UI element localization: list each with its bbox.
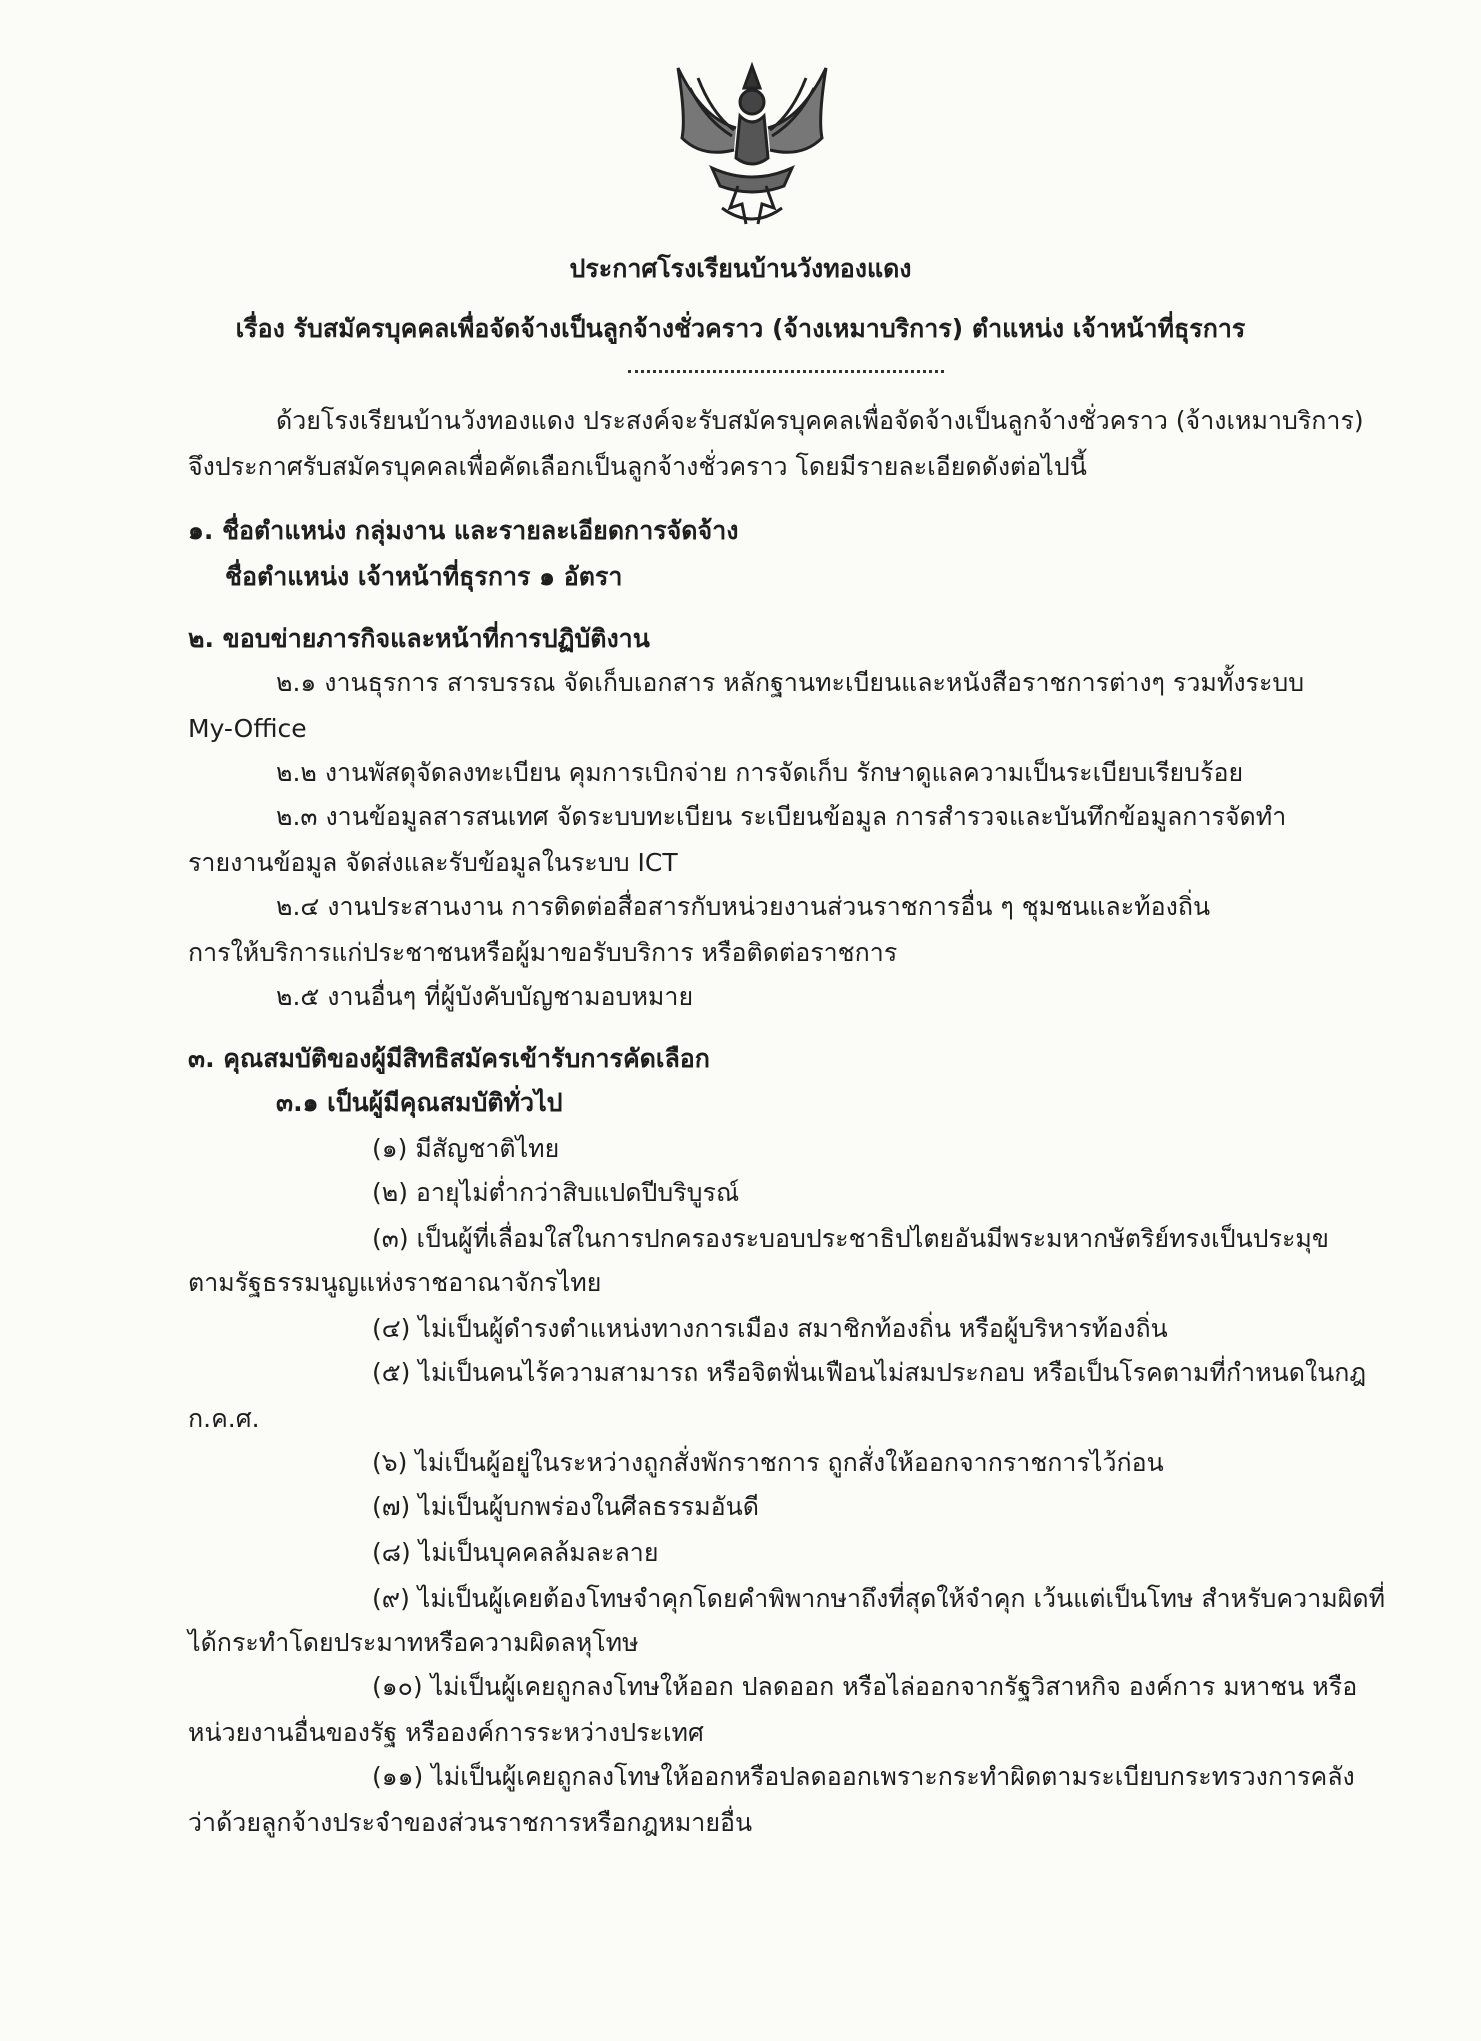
- document-subject: เรื่อง รับสมัครบุคคลเพื่อจัดจ้างเป็นลูกจ้างชั่วคราว (จ้างเหมาบริการ) ตำแหน่ง เจ้าหน้าที่ธุรการ: [235, 314, 1246, 343]
- section-2-heading: ๒. ขอบข่ายภารกิจและหน้าที่การปฏิบัติงาน: [188, 624, 650, 653]
- section-2-item-4: ๒.๔ งานประสานงาน การติดต่อสื่อสารกับหน่วยงานส่วนราชการอื่น ๆ ชุมชนและท้องถิ่น: [276, 892, 1211, 921]
- qualification-2: (๒) อายุไม่ต่ำกว่าสิบแปดปีบริบูรณ์: [372, 1178, 740, 1207]
- qualification-4: (๔) ไม่เป็นผู้ดำรงตำแหน่งทางการเมือง สมาชิกท้องถิ่น หรือผู้บริหารท้องถิ่น: [372, 1314, 1168, 1343]
- qualification-1: (๑) มีสัญชาติไทย: [372, 1134, 560, 1163]
- section-2-item-5: ๒.๕ งานอื่นๆ ที่ผู้บังคับบัญชามอบหมาย: [276, 982, 694, 1011]
- section-2-item-4-cont: การให้บริการแก่ประชาชนหรือผู้มาขอรับบริการ หรือติดต่อราชการ: [188, 938, 898, 967]
- qualification-5: (๕) ไม่เป็นคนไร้ความสามารถ หรือจิตฟั่นเฟือนไม่สมประกอบ หรือเป็นโรคตามที่กำหนดในกฎ: [372, 1358, 1367, 1387]
- qualification-11: (๑๑) ไม่เป็นผู้เคยถูกลงโทษให้ออกหรือปลดออกเพราะกระทำผิดตามระเบียบกระทรวงการคลัง: [372, 1762, 1355, 1791]
- section-2-item-1: ๒.๑ งานธุรการ สารบรรณ จัดเก็บเอกสาร หลักฐานทะเบียนและหนังสือราชการต่างๆ รวมทั้งระบบ: [276, 668, 1305, 697]
- qualification-9: (๙) ไม่เป็นผู้เคยต้องโทษจำคุกโดยคำพิพากษาถึงที่สุดให้จำคุก เว้นแต่เป็นโทษ สำหรับความผิดที่: [372, 1584, 1386, 1613]
- qualification-10-cont: หน่วยงานอื่นของรัฐ หรือองค์การระหว่างประเทศ: [188, 1718, 704, 1747]
- section-1-position: ชื่อตำแหน่ง เจ้าหน้าที่ธุรการ ๑ อัตรา: [225, 562, 623, 591]
- qualification-3-cont: ตามรัฐธรรมนูญแห่งราชอาณาจักรไทย: [188, 1268, 602, 1297]
- intro-line-2: จึงประกาศรับสมัครบุคคลเพื่อคัดเลือกเป็นลูกจ้างชั่วคราว โดยมีรายละเอียดดังต่อไปนี้: [188, 452, 1087, 481]
- section-2-item-1-cont: My-Office: [188, 714, 307, 743]
- qualification-10: (๑๐) ไม่เป็นผู้เคยถูกลงโทษให้ออก ปลดออก หรือไล่ออกจากรัฐวิสาหกิจ องค์การ มหาชน หรือ: [372, 1672, 1358, 1701]
- qualification-3: (๓) เป็นผู้ที่เลื่อมใสในการปกครองระบอบประชาธิปไตยอันมีพระมหากษัตริย์ทรงเป็นประมุข: [372, 1224, 1329, 1253]
- garuda-emblem-icon: [672, 58, 832, 232]
- section-3-subheading: ๓.๑ เป็นผู้มีคุณสมบัติทั่วไป: [276, 1088, 563, 1117]
- section-2-item-2: ๒.๒ งานพัสดุจัดลงทะเบียน คุมการเบิกจ่าย การจัดเก็บ รักษาดูแลความเป็นระเบียบเรียบร้อย: [276, 758, 1244, 787]
- qualification-6: (๖) ไม่เป็นผู้อยู่ในระหว่างถูกสั่งพักราชการ ถูกสั่งให้ออกจากราชการไว้ก่อน: [372, 1448, 1164, 1477]
- qualification-5-cont: ก.ค.ศ.: [188, 1404, 260, 1433]
- document-title: ประกาศโรงเรียนบ้านวังทองแดง: [569, 254, 912, 283]
- qualification-7: (๗) ไม่เป็นผู้บกพร่องในศีลธรรมอันดี: [372, 1492, 760, 1521]
- section-1-heading: ๑. ชื่อตำแหน่ง กลุ่มงาน และรายละเอียดการจัดจ้าง: [188, 516, 739, 545]
- section-3-heading: ๓. คุณสมบัติของผู้มีสิทธิสมัครเข้ารับการคัดเลือก: [188, 1044, 710, 1073]
- intro-line-1: ด้วยโรงเรียนบ้านวังทองแดง ประสงค์จะรับสมัครบุคคลเพื่อจัดจ้างเป็นลูกจ้างชั่วคราว (จ้างเหมาบริการ): [276, 406, 1364, 435]
- section-2-item-3: ๒.๓ งานข้อมูลสารสนเทศ จัดระบบทะเบียน ระเบียนข้อมูล การสำรวจและบันทึกข้อมูลการจัดทำ: [276, 802, 1287, 831]
- qualification-8: (๘) ไม่เป็นบุคคลล้มละลาย: [372, 1538, 659, 1567]
- qualification-9-cont: ได้กระทำโดยประมาทหรือความผิดลหุโทษ: [188, 1628, 639, 1657]
- dotted-separator: [628, 370, 944, 373]
- qualification-11-cont: ว่าด้วยลูกจ้างประจำของส่วนราชการหรือกฎหมายอื่น: [188, 1808, 753, 1837]
- section-2-item-3-cont: รายงานข้อมูล จัดส่งและรับข้อมูลในระบบ ICT: [188, 848, 678, 877]
